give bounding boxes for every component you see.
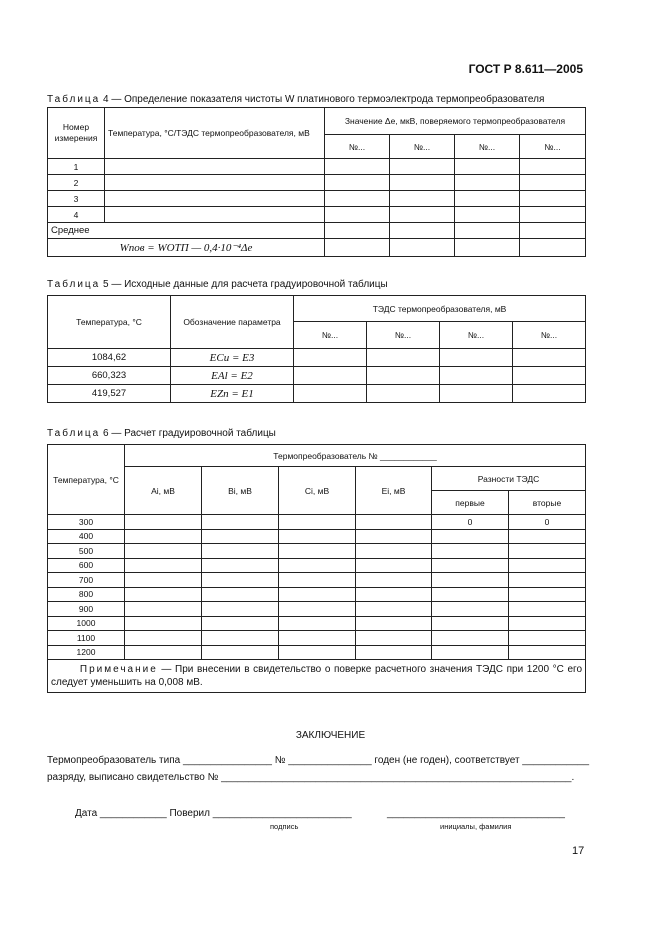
t6-temp: 900 (48, 602, 125, 617)
t5-param: EZn = E1 (171, 385, 294, 403)
conclusion-title: ЗАКЛЮЧЕНИЕ (295, 730, 366, 741)
table4-caption-word: Таблица (47, 94, 101, 105)
t4-row-num: 1 (48, 159, 105, 175)
conclusion-line2: разряду, выписано свидетельство № _______________________________________________________________. (47, 772, 575, 783)
t6-temp: 800 (48, 587, 125, 602)
table6-caption (47, 428, 276, 439)
table4-caption (47, 94, 544, 105)
t5-sub-col: №... (367, 322, 440, 349)
t6-col-diff: Разности ТЭДС (432, 467, 586, 491)
t4-sub-col: №... (325, 135, 390, 159)
t4-row-num: 2 (48, 175, 105, 191)
table5 (47, 295, 586, 403)
table4-caption-text: 4 — Определение показателя чистоты W платинового термоэлектрода термопреобразователя (103, 94, 545, 105)
conclusion-initials-line: ________________________________ (387, 808, 565, 819)
t4-col-num: Номер измерения (48, 108, 105, 159)
t4-row-num: 4 (48, 207, 105, 223)
t4-col-group: Значение Δe, мкВ, поверяемого термопреобразователя (325, 108, 586, 135)
table4 (47, 107, 586, 257)
page-number: 17 (572, 845, 585, 857)
t6-temp: 1200 (48, 645, 125, 660)
t6-col-e: Ei, мВ (356, 467, 432, 515)
t5-temp: 419,527 (48, 385, 171, 403)
t5-temp: 1084,62 (48, 349, 171, 367)
t6-col-first: первые (432, 491, 509, 515)
conclusion-line1: Термопреобразователь типа ________________ № _______________ годен (не годен), соответствует ____________ (47, 755, 590, 766)
t5-col-temp: Температура, °С (48, 296, 171, 349)
t6-note-word: Примечание (79, 664, 158, 675)
t6-temp: 300 (48, 515, 125, 530)
t6-temp: 700 (48, 573, 125, 588)
t6-col-temp: Температура, °С (48, 445, 125, 515)
t5-param: ECu = E3 (171, 349, 294, 367)
t4-sub-col: №... (520, 135, 586, 159)
signature-caption: подпись (270, 822, 299, 831)
t6-temp: 1000 (48, 616, 125, 631)
table5-caption-word: Таблица (47, 279, 101, 290)
initials-caption: инициалы, фамилия (440, 822, 512, 831)
t5-temp: 660,323 (48, 367, 171, 385)
t5-param: EAl = E2 (171, 367, 294, 385)
t6-col-a: Ai, мВ (125, 467, 202, 515)
t5-col-param: Обозначение параметра (171, 296, 294, 349)
table6-caption-text: 6 — Расчет градуировочной таблицы (103, 428, 276, 439)
t5-sub-col: №... (440, 322, 513, 349)
table6 (47, 444, 586, 693)
t6-note (48, 660, 586, 693)
t6-note-text: — При внесении в свидетельство о поверке расчетного значения ТЭДС при 1200 °С его следует уменьшить на 0,008 мВ. (51, 664, 583, 688)
t6-first-value: 0 (432, 515, 509, 530)
t4-row-num: 3 (48, 191, 105, 207)
t6-temp: 1100 (48, 631, 125, 646)
t4-sub-col: №... (390, 135, 455, 159)
table5-caption (47, 279, 388, 290)
t5-sub-col: №... (513, 322, 586, 349)
t6-second-value: 0 (509, 515, 586, 530)
t5-col-group: ТЭДС термопреобразователя, мВ (294, 296, 586, 322)
t6-temp: 400 (48, 529, 125, 544)
t4-avg-label: Среднее (48, 223, 325, 239)
t4-formula: Wпов = WОТП — 0,4·10⁻⁴Δe (48, 239, 325, 257)
t6-col-second: вторые (509, 491, 586, 515)
t6-temp: 500 (48, 544, 125, 559)
t4-col-temp: Температура, °С/ТЭДС термопреобразователя, мВ (105, 108, 325, 159)
table6-caption-word: Таблица (47, 428, 101, 439)
t6-temp: 600 (48, 558, 125, 573)
t6-col-c: Ci, мВ (279, 467, 356, 515)
table5-caption-text: 5 — Исходные данные для расчета градуировочной таблицы (103, 279, 388, 290)
t6-col-group: Термопреобразователь № ____________ (125, 445, 586, 467)
conclusion-date-line: Дата ____________ Поверил _________________________ (75, 808, 352, 819)
t4-sub-col: №... (455, 135, 520, 159)
standard-header: ГОСТ Р 8.611—2005 (468, 62, 583, 76)
t5-sub-col: №... (294, 322, 367, 349)
t6-col-b: Bi, мВ (202, 467, 279, 515)
